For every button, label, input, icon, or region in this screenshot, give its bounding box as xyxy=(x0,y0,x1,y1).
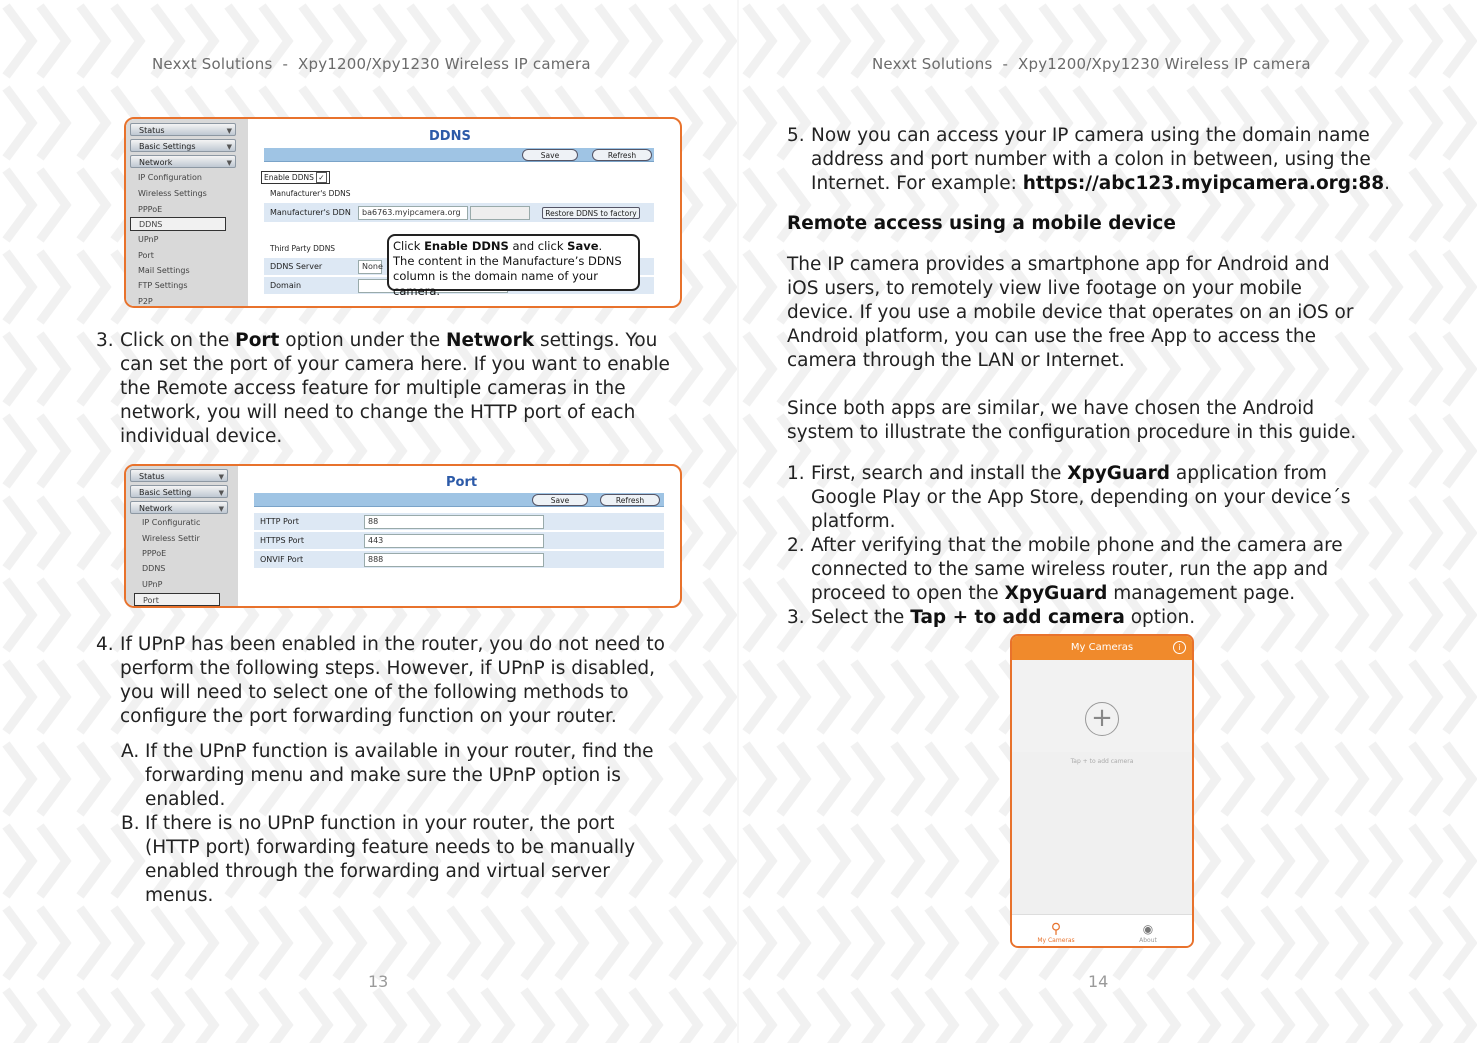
step-4-paragraph: 4. If UPnP has been enabled in the router, you do not need to perform the following steps. However, if UPnP is disabled, you will need to select one of the following methods to configure the port forwarding function on your router. xyxy=(96,634,665,727)
sidebar-item-ip-configuration[interactable]: IP Configuration xyxy=(138,173,202,182)
sidebar-item-p2p[interactable]: P2P xyxy=(138,297,153,306)
page-number: 14 xyxy=(1088,972,1109,991)
running-header: Nexxt Solutions - Xpy1200/Xpy1230 Wireless IP camera xyxy=(872,55,1311,73)
chevron-down-icon: ▼ xyxy=(226,127,232,135)
port-sidebar xyxy=(126,466,238,606)
ddns-server-row: DDNS Server None xyxy=(264,258,654,276)
sidebar-item-mail-settings[interactable]: Mail Settings xyxy=(138,266,190,275)
sidebar-item-upnp[interactable]: UPnP xyxy=(142,580,163,589)
add-camera-button[interactable]: + xyxy=(1085,702,1119,736)
step-a-paragraph: A. If the UPnP function is available in your router, find the forwarding menu and make sure the UPnP option is enabled. xyxy=(121,741,654,810)
save-button[interactable]: Save xyxy=(532,494,588,506)
about-icon: ◉ xyxy=(1142,922,1154,936)
sidebar-item-ddns[interactable]: DDNS xyxy=(142,564,166,573)
phone-title-bar: My Cameras i xyxy=(1012,636,1192,660)
sidebar-item-upnp[interactable]: UPnP xyxy=(138,235,159,244)
chevron-down-icon: ▼ xyxy=(218,473,224,481)
section-heading: Remote access using a mobile device xyxy=(787,213,1176,234)
refresh-button[interactable]: Refresh xyxy=(592,149,652,161)
sidebar-item-network[interactable]: Network ▼ xyxy=(130,501,228,514)
manufacturer-ddns-heading: Manufacturer's DDNS xyxy=(270,189,351,198)
check-icon: ✓ xyxy=(318,173,325,182)
ddns-title: DDNS xyxy=(429,129,471,144)
manufacturer-ddns-row: Manufacturer's DDN ba6763.myipcamera.org Restore DDNS to factory xyxy=(264,203,654,223)
example-url: https://abc123.myipcamera.org:88 xyxy=(1022,173,1385,194)
port-toolbar xyxy=(254,493,664,507)
info-icon[interactable]: i xyxy=(1173,641,1186,654)
app-step-1: 1. First, search and install the XpyGuard application from Google Play or the App Store, depending on your device´s platform. xyxy=(787,463,1351,532)
https-port-field[interactable]: 443 xyxy=(364,534,544,548)
ddns-server-select[interactable]: None xyxy=(358,260,382,274)
step-5-paragraph: 5. Now you can access your IP camera using the domain name address and port number with a colon in between, using the Internet. For example: https://abc123.myipcamera.org:88. xyxy=(787,125,1391,194)
domain-row: Domain xyxy=(264,277,654,295)
add-camera-hint: Tap + to add camera xyxy=(1070,758,1134,765)
page-number: 13 xyxy=(368,972,389,991)
ddns-screenshot xyxy=(124,117,682,308)
chevron-down-icon: ▼ xyxy=(226,159,232,167)
sidebar-item-ip-configuration[interactable]: IP Configuratic xyxy=(142,518,201,527)
since-paragraph: Since both apps are similar, we have chosen the Android system to illustrate the configuration procedure in this guide. xyxy=(787,398,1357,443)
tab-bar xyxy=(1012,914,1192,946)
port-row: HTTPS Port 443 xyxy=(254,532,664,550)
chevron-down-icon: ▼ xyxy=(218,489,224,497)
refresh-button[interactable]: Refresh xyxy=(600,494,660,506)
third-party-ddns-heading: Third Party DDNS xyxy=(270,244,336,253)
sidebar-item-basic-settings[interactable]: Basic Settings ▼ xyxy=(130,139,236,152)
ddns-callout: Click Enable DDNS and click Save. The content in the Manufacture’s DDNS column is the domain name of your camera. xyxy=(387,234,640,291)
ddns-toolbar xyxy=(264,148,654,162)
enable-ddns-checkbox[interactable]: Enable DDNS ✓ xyxy=(261,171,330,184)
intro-paragraph: The IP camera provides a smartphone app for Android and iOS users, to remotely view live footage on your mobile device. If you use a mobile device that operates on an iOS or Android platform, you can use the free App to access the camera through the LAN or Internet. xyxy=(787,254,1354,371)
step-b-paragraph: B. If there is no UPnP function in your router, the port (HTTP port) forwarding feature needs to be manually enabled through the forwarding and virtual server menus. xyxy=(121,813,636,906)
sidebar-item-wireless-settings[interactable]: Wireless Settings xyxy=(138,189,207,198)
sidebar-item-status[interactable]: Status ▼ xyxy=(130,123,236,136)
empty-area xyxy=(1012,774,1192,914)
save-button[interactable]: Save xyxy=(522,149,578,161)
step-3-paragraph: 3. Click on the Port option under the Network settings. You can set the port of your camera here. If you want to enable the Remote access feature for multiple cameras in the network, you will need to change the HTTP port of each individual device. xyxy=(96,330,670,447)
chevron-down-icon: ▼ xyxy=(226,143,232,151)
phone-screenshot xyxy=(1010,634,1194,948)
sidebar-item-pppoe[interactable]: PPPoE xyxy=(142,549,167,558)
port-screenshot xyxy=(124,464,682,608)
app-step-2: 2. After verifying that the mobile phone and the camera are connected to the same wireless router, run the app and proceed to open the XpyGuard management page. xyxy=(787,535,1343,604)
sidebar-item-pppoe[interactable]: PPPoE xyxy=(138,205,163,214)
sidebar-item-port[interactable]: Port xyxy=(138,251,154,260)
restore-ddns-button[interactable]: Restore DDNS to factory xyxy=(542,207,640,219)
port-row: HTTP Port 88 xyxy=(254,513,664,531)
sidebar-item-wireless-settings[interactable]: Wireless Settir xyxy=(142,534,200,543)
sidebar-item-status[interactable]: Status ▼ xyxy=(130,469,228,482)
person-icon: ⚲ xyxy=(1050,921,1062,937)
port-title: Port xyxy=(446,475,478,490)
onvif-port-field[interactable]: 888 xyxy=(364,553,544,567)
sidebar-item-port[interactable]: Port xyxy=(134,593,220,606)
http-port-field[interactable]: 88 xyxy=(364,515,544,529)
running-header: Nexxt Solutions - Xpy1200/Xpy1230 Wireless IP camera xyxy=(152,55,591,73)
chevron-down-icon: ▼ xyxy=(218,505,224,513)
tab-about[interactable]: ◉ About xyxy=(1123,921,1173,944)
sidebar-item-basic-setting[interactable]: Basic Setting ▼ xyxy=(130,485,228,498)
app-step-3: 3. Select the Tap + to add camera option. xyxy=(787,607,1196,628)
tab-my-cameras[interactable]: ⚲ My Cameras xyxy=(1031,921,1081,944)
sidebar-item-ddns[interactable]: DDNS xyxy=(130,217,226,231)
port-row: ONVIF Port 888 xyxy=(254,551,664,569)
manufacturer-ddns-spacer xyxy=(470,206,530,220)
left-page xyxy=(0,0,738,1043)
manufacturer-ddns-field[interactable]: ba6763.myipcamera.org xyxy=(358,206,468,220)
sidebar-item-network[interactable]: Network ▼ xyxy=(130,155,236,168)
right-page xyxy=(739,0,1477,1043)
sidebar-item-ftp-settings[interactable]: FTP Settings xyxy=(138,281,188,290)
ddns-sidebar xyxy=(126,119,248,306)
